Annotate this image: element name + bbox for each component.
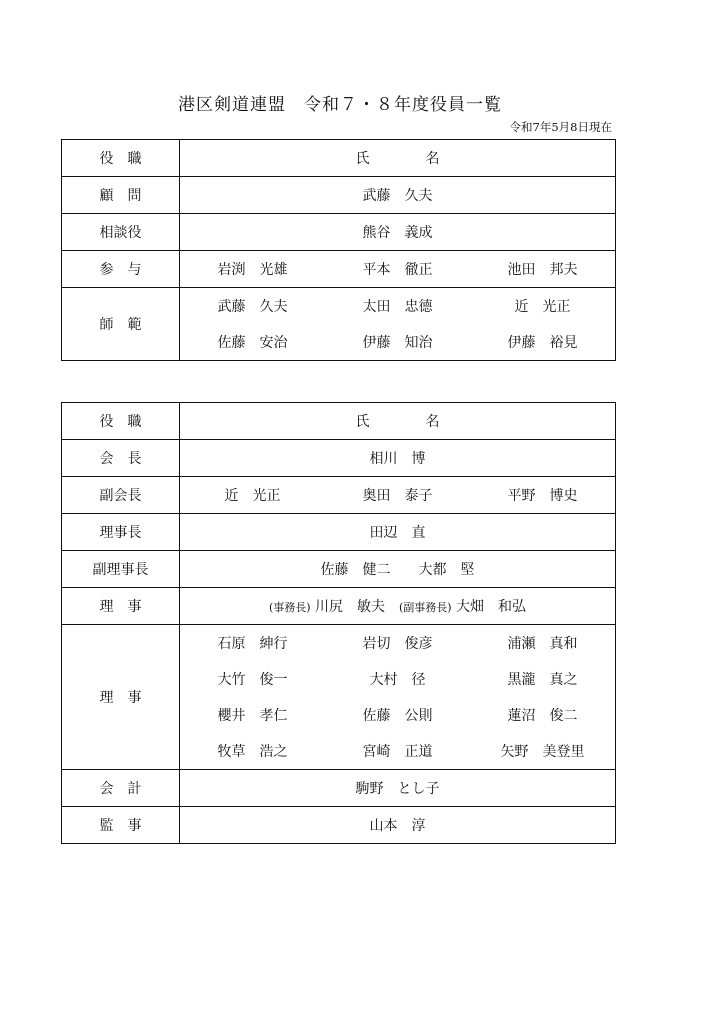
- name-cell: 佐藤 安治: [217, 335, 288, 351]
- name-header: 氏 名: [180, 403, 616, 440]
- officers-table-1: [61, 139, 616, 361]
- table-row: [62, 588, 616, 625]
- role-header: 役 職: [62, 140, 180, 177]
- page-title: 港区剣道連盟 令和７・８年度役員一覧: [178, 95, 502, 115]
- name-cell: 蓮沼 俊二: [507, 708, 578, 724]
- role-cell: 監 事: [62, 807, 180, 844]
- name-cell: 岩切 俊彦: [362, 636, 433, 652]
- secretary-general-label: (事務長): [268, 601, 311, 614]
- name-cell: 大畑 和弘: [456, 599, 527, 615]
- table-row: [62, 214, 616, 251]
- name-cell: 大都 堅: [418, 562, 475, 578]
- name-cell: 石原 紳行: [217, 636, 288, 652]
- name-cell: 駒野 とし子: [180, 770, 616, 807]
- table-row: [62, 251, 616, 288]
- role-cell: 副会長: [62, 477, 180, 514]
- role-header: 役 職: [62, 403, 180, 440]
- name-cell: 近 光正: [514, 299, 571, 315]
- name-cell: 太田 忠德: [362, 299, 433, 315]
- table-row: [62, 551, 616, 588]
- table-header-row: [62, 403, 616, 440]
- name-cell: 田辺 直: [180, 514, 616, 551]
- name-cell: 伊藤 知治: [362, 335, 433, 351]
- name-cell: 相川 博: [180, 440, 616, 477]
- name-cell: 浦瀬 真和: [507, 636, 578, 652]
- name-cell: 伊藤 裕見: [507, 335, 578, 351]
- role-cell: 相談役: [62, 214, 180, 251]
- role-cell: 参 与: [62, 251, 180, 288]
- name-cell: 岩渕 光雄: [217, 262, 288, 278]
- role-cell: 師 範: [62, 288, 180, 361]
- role-cell: 理事長: [62, 514, 180, 551]
- table-row: [62, 177, 616, 214]
- name-cell: 熊谷 義成: [180, 214, 616, 251]
- role-cell: 会 計: [62, 770, 180, 807]
- table-row: [62, 514, 616, 551]
- name-cell: 大村 径: [369, 672, 426, 688]
- role-cell: 会 長: [62, 440, 180, 477]
- role-cell: 理 事: [62, 625, 180, 770]
- name-cell: 黒瀧 真之: [507, 672, 578, 688]
- name-header: 氏 名: [180, 140, 616, 177]
- name-cell: 佐藤 健二: [320, 562, 391, 578]
- name-cell: 平本 徹正: [362, 262, 433, 278]
- name-cell: 牧草 浩之: [217, 744, 288, 760]
- vice-secretary-label: (副事務長): [399, 601, 452, 614]
- name-cell: 矢野 美登里: [500, 744, 585, 760]
- as-of-date: 令和7年5月8日現在: [509, 120, 612, 134]
- table-row: [62, 807, 616, 844]
- name-cell: 池田 邦夫: [507, 262, 578, 278]
- role-cell: 顧 問: [62, 177, 180, 214]
- table-row: [62, 440, 616, 477]
- name-cell: 山本 淳: [180, 807, 616, 844]
- table-row: [62, 477, 616, 514]
- table-row: [62, 288, 616, 325]
- name-cell: 近 光正: [224, 488, 281, 504]
- name-cell: 佐藤 公則: [362, 708, 433, 724]
- role-cell: 理 事: [62, 588, 180, 625]
- name-cell: 宮崎 正道: [362, 744, 433, 760]
- name-cell: 櫻井 孝仁: [217, 708, 288, 724]
- name-cell: 川尻 敏夫: [315, 599, 385, 615]
- name-cell: 大竹 俊一: [217, 672, 288, 688]
- table-header-row: [62, 140, 616, 177]
- table-row: [62, 770, 616, 807]
- name-cell: 武藤 久夫: [180, 177, 616, 214]
- role-cell: 副理事長: [62, 551, 180, 588]
- table-row: [62, 625, 616, 662]
- name-cell: 奥田 泰子: [362, 488, 433, 504]
- name-cell: 平野 博史: [507, 488, 578, 504]
- name-cell: 武藤 久夫: [217, 299, 288, 315]
- officers-table-2: [61, 402, 616, 844]
